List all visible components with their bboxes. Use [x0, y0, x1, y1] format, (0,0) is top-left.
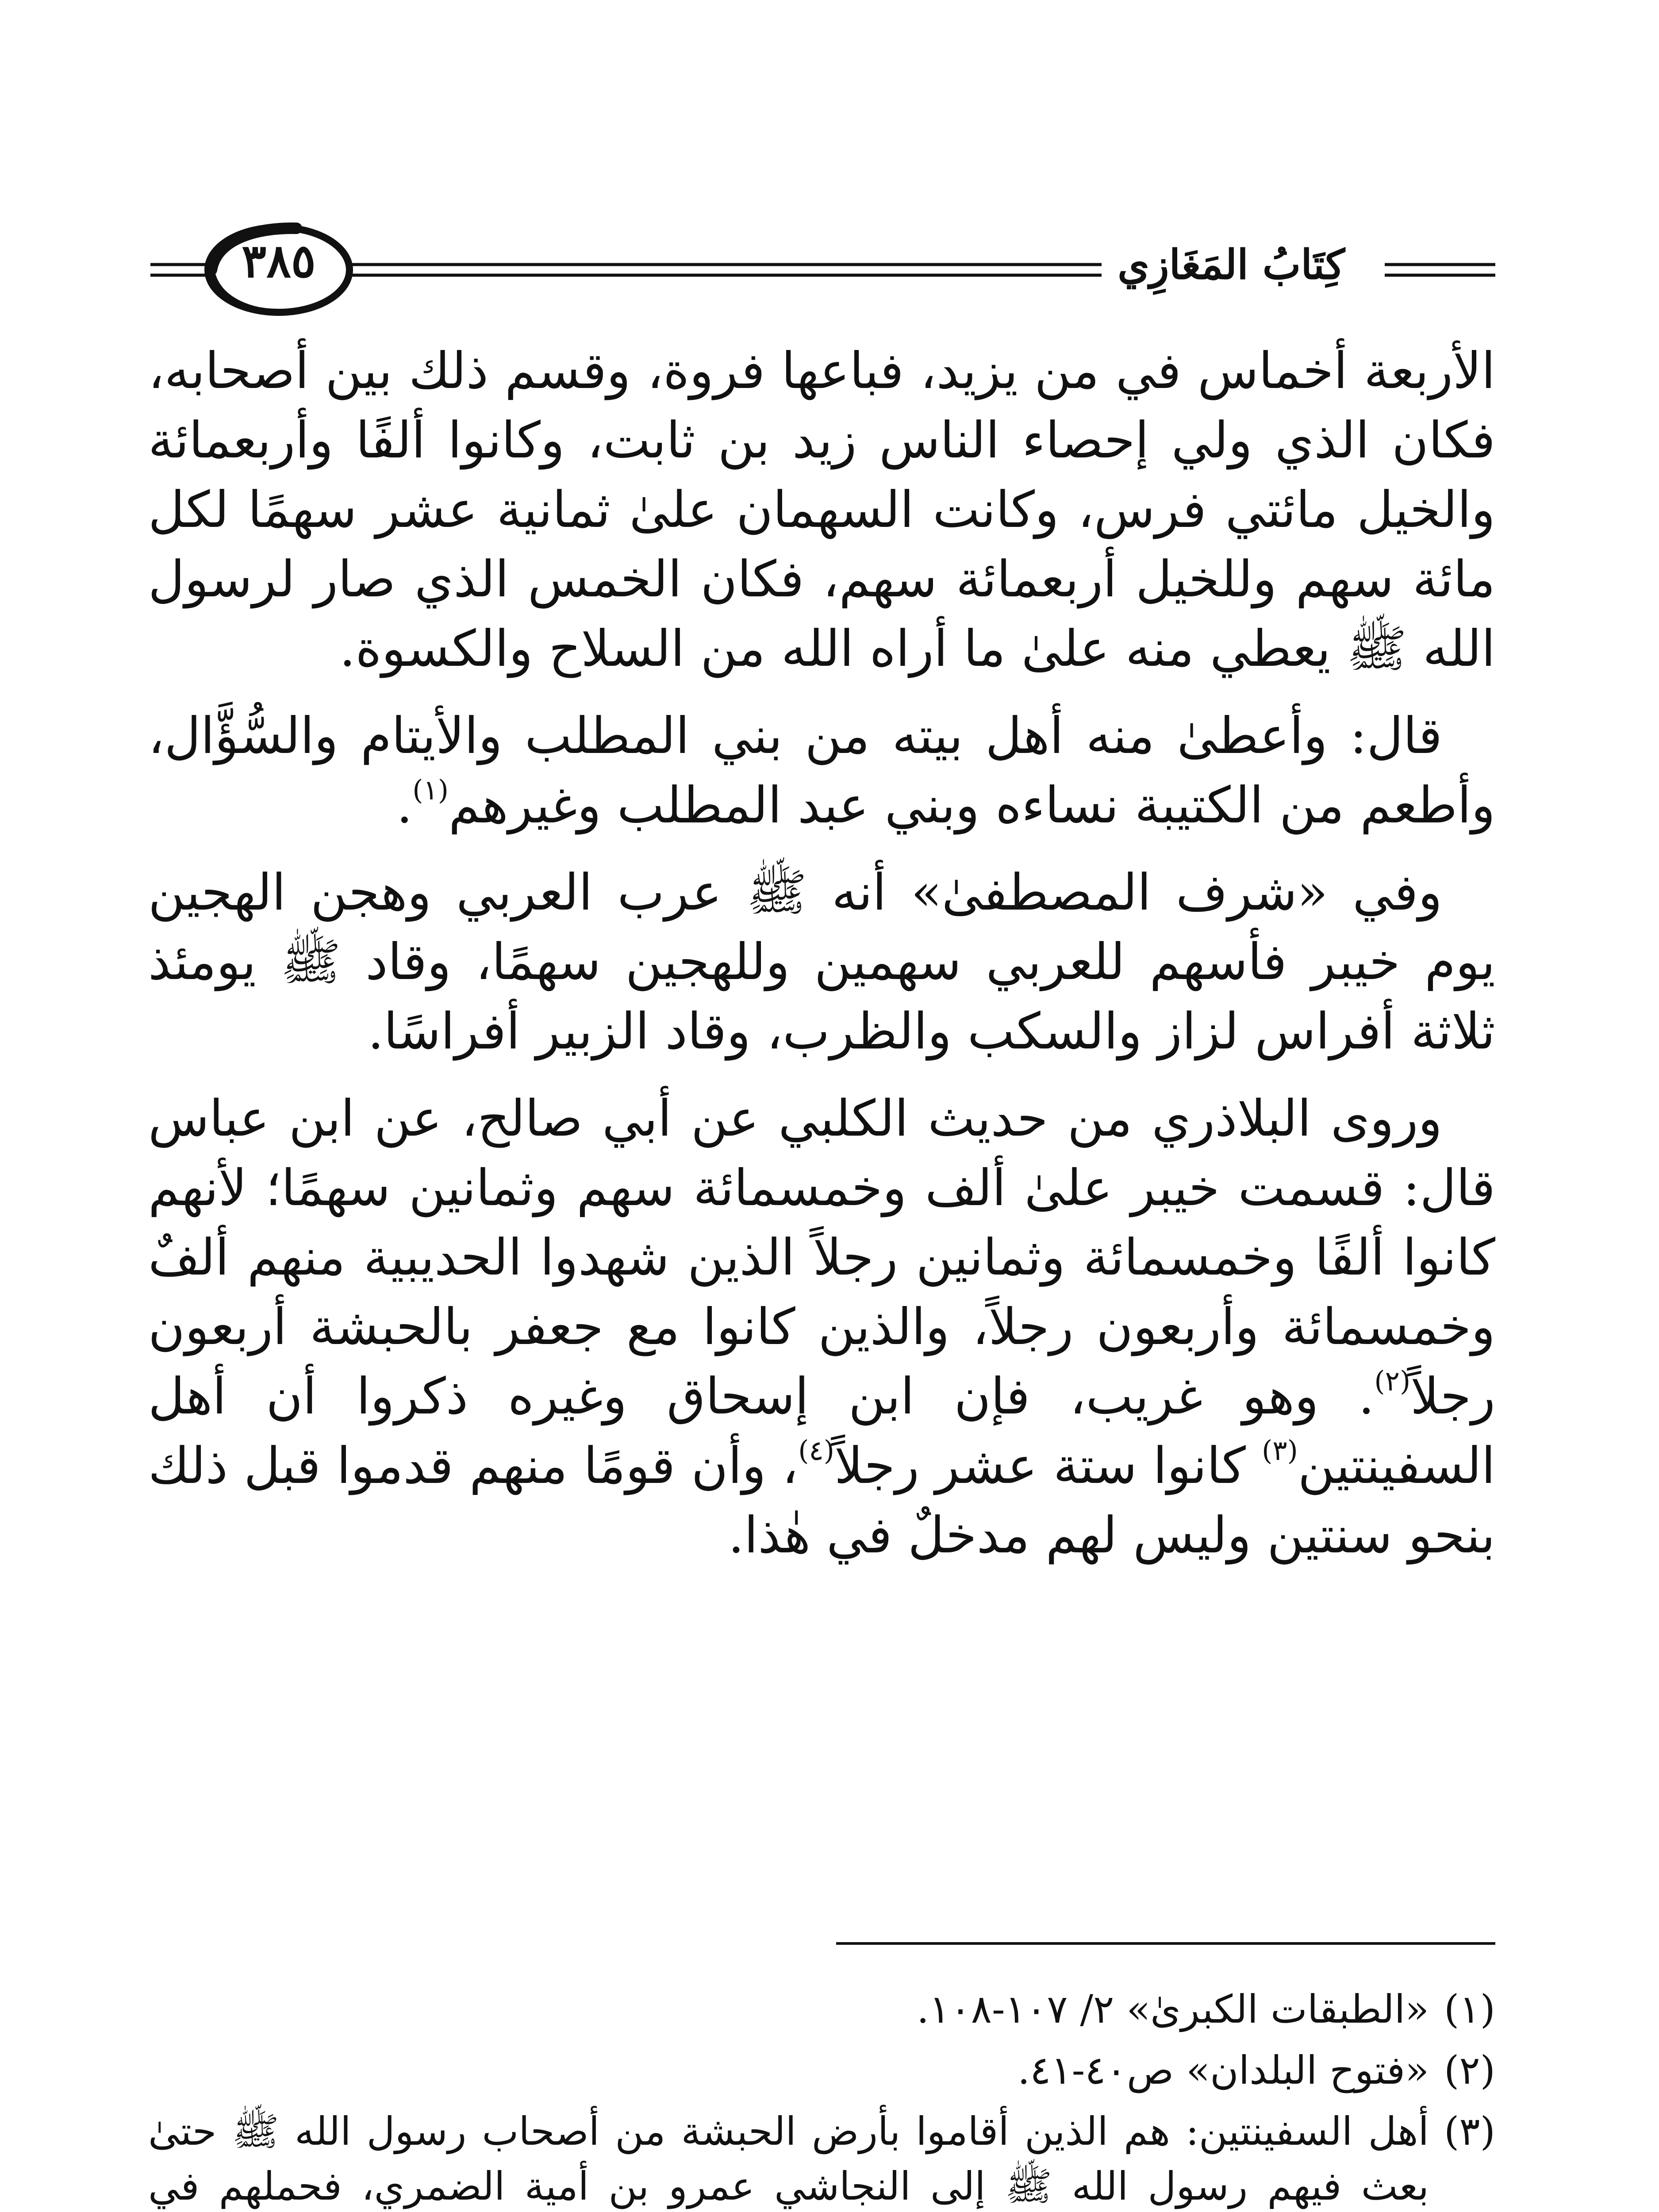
main-text: [148, 336, 1495, 1570]
footnote-ref: (٣): [1262, 1434, 1298, 1467]
paragraph-text: كانوا ستة عشر رجلاً: [834, 1436, 1262, 1495]
paragraph-text: ، وأن قومًا منهم قدموا قبل ذلك بنحو سنتين وليس لهم مدخلٌ في هٰذا.: [148, 1436, 1495, 1564]
paragraph-text: وفي «شرف المصطفىٰ» أنه ﷺ عرب العربي وهجن الهجين يوم خيبر فأسهم للعربي سهمين وللهجين سهمًا، وقاد ﷺ يومئذ ثلاثة أفراس لزاز والسكب والظرب، وقاد الزبير أفراسًا.: [148, 863, 1495, 1060]
footnote-divider: [836, 1942, 1495, 1945]
footnote-text: «الطبقات الكبرىٰ» ٢/ ١٠٧-١٠٨.: [917, 1986, 1429, 2032]
paragraph: [148, 1084, 1495, 1570]
footnote-number: (٢): [1444, 2047, 1495, 2093]
paragraph-tail: .: [396, 776, 413, 834]
footnote-ref: (١): [412, 774, 449, 806]
paragraph: [148, 336, 1495, 684]
footnote: [148, 1982, 1495, 2037]
footnote: [148, 2104, 1495, 2212]
footnote-ref: (٢): [1374, 1365, 1411, 1397]
footnote-number: (١): [1444, 1986, 1495, 2032]
footnote-number: (٣): [1444, 2108, 1495, 2154]
paragraph-text: . وهو غريب، فإن ابن إسحاق وغيره ذكروا أن أهل السفينتين: [148, 1367, 1495, 1495]
paragraph-text: الأربعة أخماس في من يزيد، فباعها فروة، وقسم ذلك بين أصحابه، فكان الذي ولي إحصاء الناس زيد بن ثابت، وكانوا ألفًا وأربعمائة والخيل مائتي فرس، وكانت السهمان علىٰ ثمانية عشر سهمًا لكل مائة سهم وللخيل أربعمائة سهم، فكان الخمس الذي صار لرسول الله ﷺ يعطي منه علىٰ ما أراه الله من السلاح والكسوة.: [148, 342, 1496, 678]
footnote-text: «فتوح البلدان» ص٤٠-٤١.: [1018, 2047, 1429, 2093]
footnote-text: أهل السفينتين: هم الذين أقاموا بأرض الحبشة من أصحاب رسول الله ﷺ حتىٰ بعث فيهم رسول الله ﷺ إلى النجاشي عمرو بن أمية الضمري، فحملهم في: [148, 2108, 1429, 2209]
paragraph-text: قال: وأعطىٰ منه أهل بيته من بني المطلب والأيتام والسُّؤَّال، وأطعم من الكتيبة نساءه وبني عبد المطلب وغيرهم: [148, 707, 1495, 834]
footnote-ref: (٤): [798, 1434, 834, 1467]
page-header: [150, 221, 1495, 319]
footnotes: [148, 1982, 1495, 2212]
page-number: ٣٨٥: [242, 234, 316, 288]
paragraph: [148, 858, 1495, 1066]
footnote: [148, 2043, 1495, 2098]
paragraph-text: وروى البلاذري من حديث الكلبي عن أبي صالح، عن ابن عباس قال: قسمت خيبر علىٰ ألف وخمسمائة سهم وثمانين سهمًا؛ لأنهم كانوا ألفًا وخمسمائة وثمانين رجلاً الذين شهدوا الحديبية منهم ألفٌ وخمسمائة وأربعون رجلاً، والذين كانوا مع جعفر بالحبشة أربعون رجلاً: [148, 1089, 1495, 1425]
paragraph: [148, 701, 1495, 840]
running-title: كِتَابُ المَغَازِي: [1118, 241, 1345, 288]
